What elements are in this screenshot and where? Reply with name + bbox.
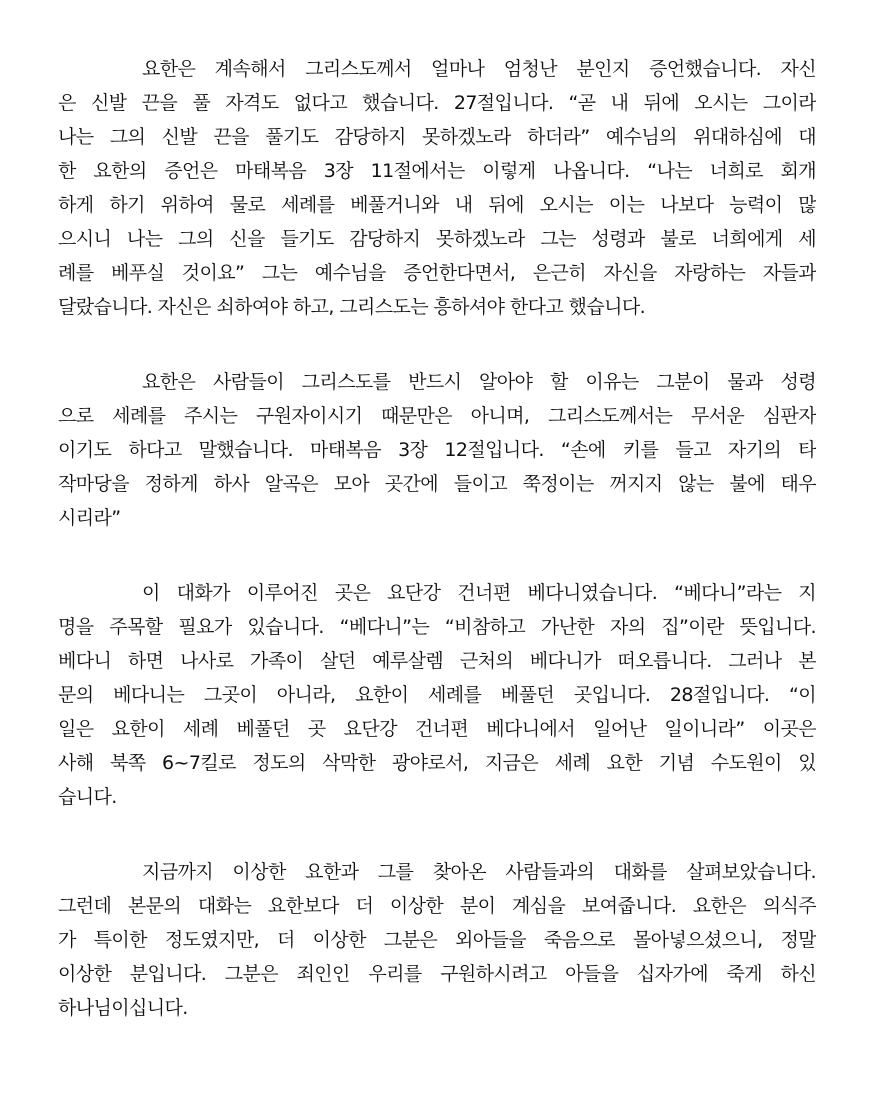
text-line: 일은 요한이 세례 베풀던 곳 요단강 건너편 베다니에서 일어난 일이니라” 이곳은 [58, 718, 816, 740]
text-line: 작마당을 정하게 하사 알곡은 모아 곳간에 들이고 쭉정이는 꺼지지 않는 불에 태우 [58, 473, 816, 495]
text-line: 요한은 계속해서 그리스도께서 얼마나 엄청난 분인지 증언했습니다. 자신 [142, 58, 816, 80]
text-line: 명을 주목할 필요가 있습니다. “베다니”는 “비참하고 가난한 자의 집”이란 뜻입니다. [58, 616, 816, 638]
text-line: 달랐습니다. 자신은 쇠하여야 하고, 그리스도는 흥하셔야 한다고 했습니다. [58, 296, 646, 318]
document-page [58, 52, 816, 1025]
paragraph-gap [58, 324, 816, 365]
paragraph-gap [58, 535, 816, 576]
text-line: 사해 북쪽 6~7킬로 정도의 삭막한 광야로서, 지금은 세례 요한 기념 수도원이 있 [58, 752, 816, 774]
text-line: 이기도 하다고 말했습니다. 마태복음 3장 12절입니다. “손에 키를 들고 자기의 타 [58, 439, 816, 461]
paragraph-4 [58, 855, 816, 1025]
paragraph-2 [58, 365, 816, 535]
text-line: 가 특이한 정도였지만, 더 이상한 그분은 외아들을 죽음으로 몰아넣으셨으니, 정말 [58, 929, 816, 951]
text-line: 례를 베푸실 것이요” 그는 예수님을 증언한다면서, 은근히 자신을 자랑하는 자들과 [58, 262, 816, 284]
text-line: 은 신발 끈을 풀 자격도 없다고 했습니다. 27절입니다. “곧 내 뒤에 오시는 그이라 [58, 92, 816, 114]
paragraph-3 [58, 576, 816, 814]
text-line: 하게 하기 위하여 물로 세례를 베풀거니와 내 뒤에 오시는 이는 나보다 능력이 많 [58, 194, 816, 216]
text-line: 한 요한의 증언은 마태복음 3장 11절에서는 이렇게 나옵니다. “나는 너희로 회개 [58, 160, 816, 182]
text-line: 으시니 나는 그의 신을 들기도 감당하지 못하겠노라 그는 성령과 불로 너희에게 세 [58, 228, 816, 250]
text-line: 하나님이십니다. [58, 997, 188, 1019]
text-line: 습니다. [58, 786, 117, 808]
text-line: 그런데 본문의 대화는 요한보다 더 이상한 분이 계심을 보여줍니다. 요한은 의식주 [58, 895, 816, 917]
paragraph-1 [58, 52, 816, 324]
text-line: 나는 그의 신발 끈을 풀기도 감당하지 못하겠노라 하더라” 예수님의 위대하심에 대 [58, 126, 816, 148]
text-line: 이 대화가 이루어진 곳은 요단강 건너편 베다니였습니다. “베다니”라는 지 [142, 582, 816, 604]
text-line: 이상한 분입니다. 그분은 죄인인 우리를 구원하시려고 아들을 십자가에 죽게 하신 [58, 963, 816, 985]
text-line: 으로 세례를 주시는 구원자이시기 때문만은 아니며, 그리스도께서는 무서운 심판자 [58, 405, 816, 427]
text-line: 베다니 하면 나사로 가족이 살던 예루살렘 근처의 베다니가 떠오릅니다. 그러나 본 [58, 650, 816, 672]
text-line: 문의 베다니는 그곳이 아니라, 요한이 세례를 베풀던 곳입니다. 28절입니다. “이 [58, 684, 816, 706]
text-line: 요한은 사람들이 그리스도를 반드시 알아야 할 이유는 그분이 물과 성령 [142, 371, 816, 393]
paragraph-gap [58, 814, 816, 855]
text-line: 시리라” [58, 507, 121, 529]
text-line: 지금까지 이상한 요한과 그를 찾아온 사람들과의 대화를 살펴보았습니다. [142, 861, 816, 883]
